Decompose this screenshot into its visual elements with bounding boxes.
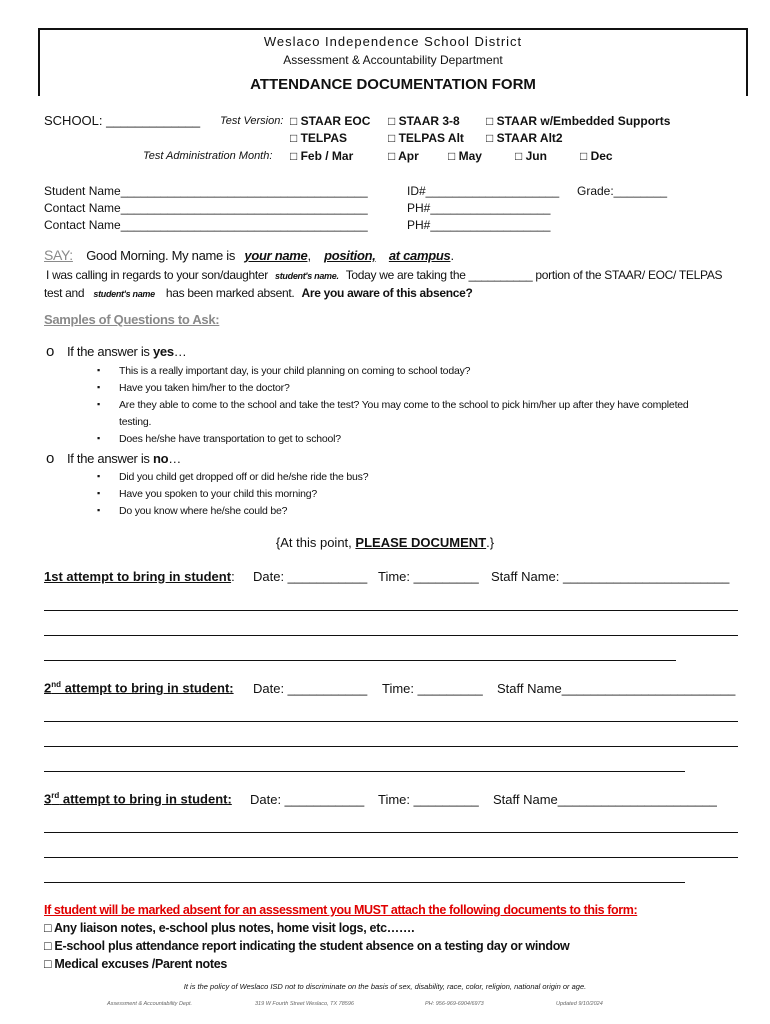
- say-greeting: Good Morning. My name is: [86, 248, 236, 263]
- no-heading: [67, 451, 181, 466]
- notes-line[interactable]: [44, 882, 685, 883]
- attach-item-medical[interactable]: □ Medical excuses /Parent notes: [44, 957, 228, 971]
- contact-name-field-2[interactable]: Contact Name_____________________________________: [44, 218, 368, 232]
- attempt-3-date[interactable]: Date: ___________: [250, 792, 365, 807]
- attempt-3-staff[interactable]: Staff Name______________________: [493, 792, 717, 807]
- no-prefix: If the answer is: [67, 451, 150, 466]
- attempt-1-date[interactable]: Date: ___________: [253, 569, 368, 584]
- grade-field[interactable]: Grade:________: [577, 184, 668, 198]
- say-line-3a: test and: [44, 286, 85, 300]
- checkbox-telpas-alt[interactable]: □ TELPAS Alt: [388, 131, 464, 145]
- attempt-1-time[interactable]: Time: _________: [378, 569, 479, 584]
- say-line-3: [44, 286, 473, 300]
- checkbox-staar-embedded[interactable]: □ STAAR w/Embedded Supports: [486, 114, 671, 128]
- attempt-3-time[interactable]: Time: _________: [378, 792, 479, 807]
- say-students-name-2: student's name: [93, 289, 155, 299]
- footer-phone: PH: 956-969-6904/6973: [425, 1001, 484, 1007]
- district-name: Weslaco Independence School District: [263, 34, 523, 49]
- say-period: .: [450, 248, 454, 263]
- attempt-3-ord: 3: [44, 791, 52, 807]
- no-item: ▪ Did you child get dropped off or did he/she ride the bus?: [119, 471, 368, 483]
- form-title: ATTENDANCE DOCUMENTATION FORM: [250, 76, 536, 93]
- checkbox-dec[interactable]: □ Dec: [580, 149, 613, 163]
- attach-item-liaison[interactable]: □ Any liaison notes, e-school plus notes, home visit logs, etc…….: [44, 921, 415, 935]
- say-question: Are you aware of this absence?: [301, 286, 473, 300]
- contact-name-field-1[interactable]: Contact Name_____________________________________: [44, 201, 368, 215]
- attempt-2-sup: nd: [51, 680, 62, 689]
- checkbox-apr[interactable]: □ Apr: [388, 149, 419, 163]
- no-bullet-icon: o: [46, 450, 55, 467]
- document-open: {At this point,: [275, 535, 352, 550]
- notes-line[interactable]: [44, 857, 738, 858]
- please-document: [0, 535, 770, 550]
- attempt-2-time[interactable]: Time: _________: [382, 681, 483, 696]
- no-item: ▪ Do you know where he/she could be?: [119, 505, 287, 517]
- checkbox-jun[interactable]: □ Jun: [515, 149, 547, 163]
- checkbox-telpas[interactable]: □ TELPAS: [290, 131, 348, 145]
- test-version-label: Test Version:: [220, 115, 284, 127]
- attempt-3-sup: rd: [51, 791, 60, 800]
- department-name: Assessment & Accountability Department: [283, 53, 503, 67]
- say-your-name: your name: [244, 248, 308, 263]
- phone-field-2[interactable]: PH#__________________: [407, 218, 551, 232]
- school-field[interactable]: SCHOOL: _____________: [44, 113, 201, 128]
- attempt-2-label: [44, 680, 234, 695]
- attempt-1-row: [44, 569, 235, 584]
- notes-line[interactable]: [44, 746, 738, 747]
- attempt-2-ord: 2: [44, 680, 52, 696]
- say-line-2a: I was calling in regards to your son/daughter: [46, 268, 268, 282]
- notes-line[interactable]: [44, 832, 738, 833]
- yes-heading: [67, 344, 186, 359]
- checkbox-staar-alt2[interactable]: □ STAAR Alt2: [486, 131, 563, 145]
- notes-line[interactable]: [44, 635, 738, 636]
- student-name-field[interactable]: Student Name_____________________________________: [44, 184, 368, 198]
- attempt-1-staff[interactable]: Staff Name: _______________________: [491, 569, 730, 584]
- say-line-2b: Today we are taking the __________ portion of the STAAR/ EOC/ TELPAS: [345, 268, 723, 282]
- no-word: no: [152, 451, 169, 466]
- say-at-campus: at campus: [388, 248, 451, 263]
- attempt-1-label: 1st attempt to bring in student: [44, 569, 232, 584]
- yes-bullet-icon: o: [46, 343, 55, 360]
- notes-line[interactable]: [44, 771, 685, 772]
- say-line-1: [44, 247, 454, 263]
- attach-item-attendance[interactable]: □ E-school plus attendance report indicating the student absence on a testing day or window: [44, 939, 570, 953]
- admin-month-label: Test Administration Month:: [143, 150, 273, 162]
- no-suffix: …: [168, 451, 181, 466]
- say-label: SAY:: [44, 247, 73, 263]
- footer-address: 319 W Fourth Street Weslaco, TX 78596: [255, 1001, 354, 1007]
- phone-field-1[interactable]: PH#__________________: [407, 201, 551, 215]
- attach-warning: If student will be marked absent for an assessment you MUST attach the following documents to this form:: [44, 903, 638, 917]
- checkbox-feb-mar[interactable]: □ Feb / Mar: [290, 149, 354, 163]
- document-emph: PLEASE DOCUMENT: [355, 535, 487, 550]
- footer-updated: Updated 9/10/2024: [556, 1001, 603, 1007]
- attempt-2-text: attempt to bring in student:: [61, 680, 234, 696]
- say-position: position,: [324, 248, 376, 263]
- yes-word: yes: [152, 344, 174, 359]
- document-close: .}: [486, 535, 495, 550]
- samples-heading: Samples of Questions to Ask:: [44, 312, 220, 327]
- attempt-3-text: attempt to bring in student:: [59, 791, 232, 807]
- yes-prefix: If the answer is: [67, 344, 150, 359]
- id-field[interactable]: ID#____________________: [407, 184, 560, 198]
- notes-line[interactable]: [44, 660, 676, 661]
- yes-item: ▪ Have you taken him/her to the doctor?: [119, 382, 290, 394]
- attempt-3-label: [44, 791, 232, 806]
- checkbox-staar-eoc[interactable]: □ STAAR EOC: [290, 114, 371, 128]
- say-students-name: student's name.: [275, 271, 339, 281]
- attempt-1-colon: :: [231, 569, 235, 584]
- yes-item: ▪ Does he/she have transportation to get to school?: [119, 433, 341, 445]
- say-comma: ,: [307, 248, 311, 263]
- say-line-3b: has been marked absent.: [165, 286, 295, 300]
- notes-line[interactable]: [44, 721, 738, 722]
- policy-statement: It is the policy of Weslaco ISD not to discriminate on the basis of sex, disability, race, color, religion, national origin or age.: [183, 982, 587, 991]
- checkbox-staar-3-8[interactable]: □ STAAR 3-8: [388, 114, 460, 128]
- footer-dept: Assessment & Accountability Dept.: [107, 1001, 193, 1007]
- attempt-2-staff[interactable]: Staff Name________________________: [497, 681, 736, 696]
- say-line-2: [46, 268, 722, 282]
- no-item: ▪ Have you spoken to your child this morning?: [119, 488, 317, 500]
- yes-suffix: …: [173, 344, 187, 359]
- checkbox-may[interactable]: □ May: [448, 149, 482, 163]
- yes-item-continued: testing.: [119, 416, 152, 428]
- yes-item: ▪ Are they able to come to the school and take the test? You may come to the school to pick him/her up after they have completed: [119, 399, 689, 411]
- notes-line[interactable]: [44, 610, 738, 611]
- attempt-2-date[interactable]: Date: ___________: [253, 681, 368, 696]
- yes-item: ▪ This is a really important day, is your child planning on coming to school today?: [119, 365, 470, 377]
